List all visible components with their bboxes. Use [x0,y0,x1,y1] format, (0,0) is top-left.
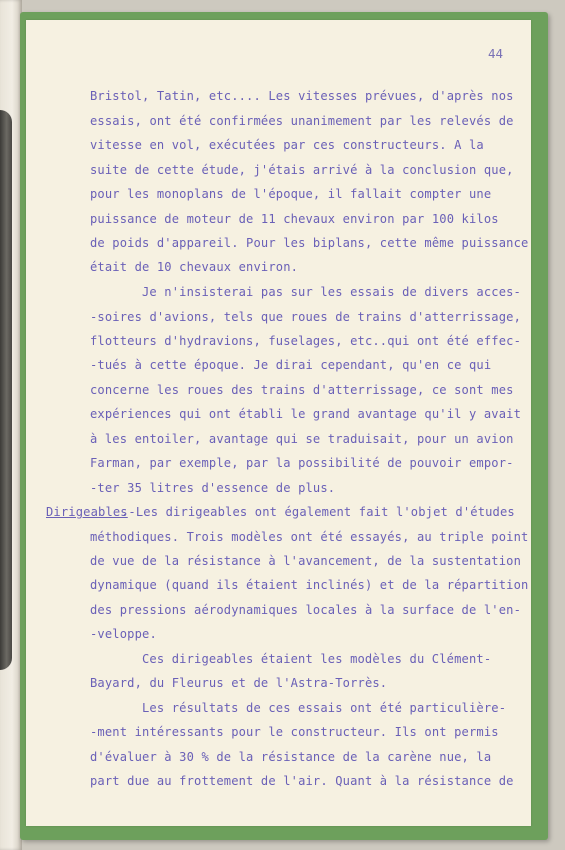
text-line: concerne les roues des trains d'atterrissage, ce sont mes [90,383,514,397]
text-line: était de 10 chevaux environ. [90,260,299,274]
text-line: à les entoiler, avantage qui se traduisait, pour un avion [90,432,514,446]
text-line: méthodiques. Trois modèles ont été essayés, au triple point [90,530,529,544]
text-line: part due au frottement de l'air. Quant à la résistance de [90,774,514,788]
text-line: Je n'insisterai pas sur les essais de divers acces- [142,285,521,299]
text-line: vitesse en vol, exécutées par ces constructeurs. A la [90,138,484,152]
text-line: .-Les dirigeables ont également fait l'objet d'études [121,505,515,519]
text-line: de poids d'appareil. Pour les biplans, cette même puissance [90,236,529,250]
text-line: -ment intéressants pour le constructeur. Ils ont permis [90,725,499,739]
text-line: essais, ont été confirmées unanimement par les relevés de [90,114,514,128]
text-line: pour les monoplans de l'époque, il fallait compter une [90,187,492,201]
text-line: Bayard, du Fleurus et de l'Astra-Torrès. [90,676,388,690]
text-line: suite de cette étude, j'étais arrivé à la conclusion que, [90,163,514,177]
text-line: de vue de la résistance à l'avancement, de la sustentation [90,554,522,568]
document-page [26,20,531,826]
page-number: 44 [487,46,503,61]
text-line: dynamique (quand ils étaient inclinés) et de la répartition [90,578,529,592]
text-line: Bristol, Tatin, etc.... Les vitesses prévues, d'après nos [90,89,514,103]
text-line: puissance de moteur de 11 chevaux environ par 100 kilos [90,212,499,226]
margin-label: Dirigeables [46,505,128,519]
text-line: Les résultats de ces essais ont été particulière- [142,701,507,715]
facing-page-photo [0,110,12,670]
text-line: des pressions aérodynamiques locales à la surface de l'en- [90,603,522,617]
text-line: -tués à cette époque. Je dirai cependant, qu'en ce qui [90,358,492,372]
text-line: d'évaluer à 30 % de la résistance de la carène nue, la [90,750,492,764]
text-line: Farman, par exemple, par la possibilité de pouvoir empor- [90,456,514,470]
text-line: -ter 35 litres d'essence de plus. [90,481,336,495]
text-line: -veloppe. [90,627,157,641]
text-line: expériences qui ont établi le grand avantage qu'il y avait [90,407,522,421]
text-line: flotteurs d'hydravions, fuselages, etc..qui ont été effec- [90,334,522,348]
text-line: -soires d'avions, tels que roues de trains d'atterrissage, [90,310,522,324]
text-line: Ces dirigeables étaient les modèles du Clément- [142,652,492,666]
